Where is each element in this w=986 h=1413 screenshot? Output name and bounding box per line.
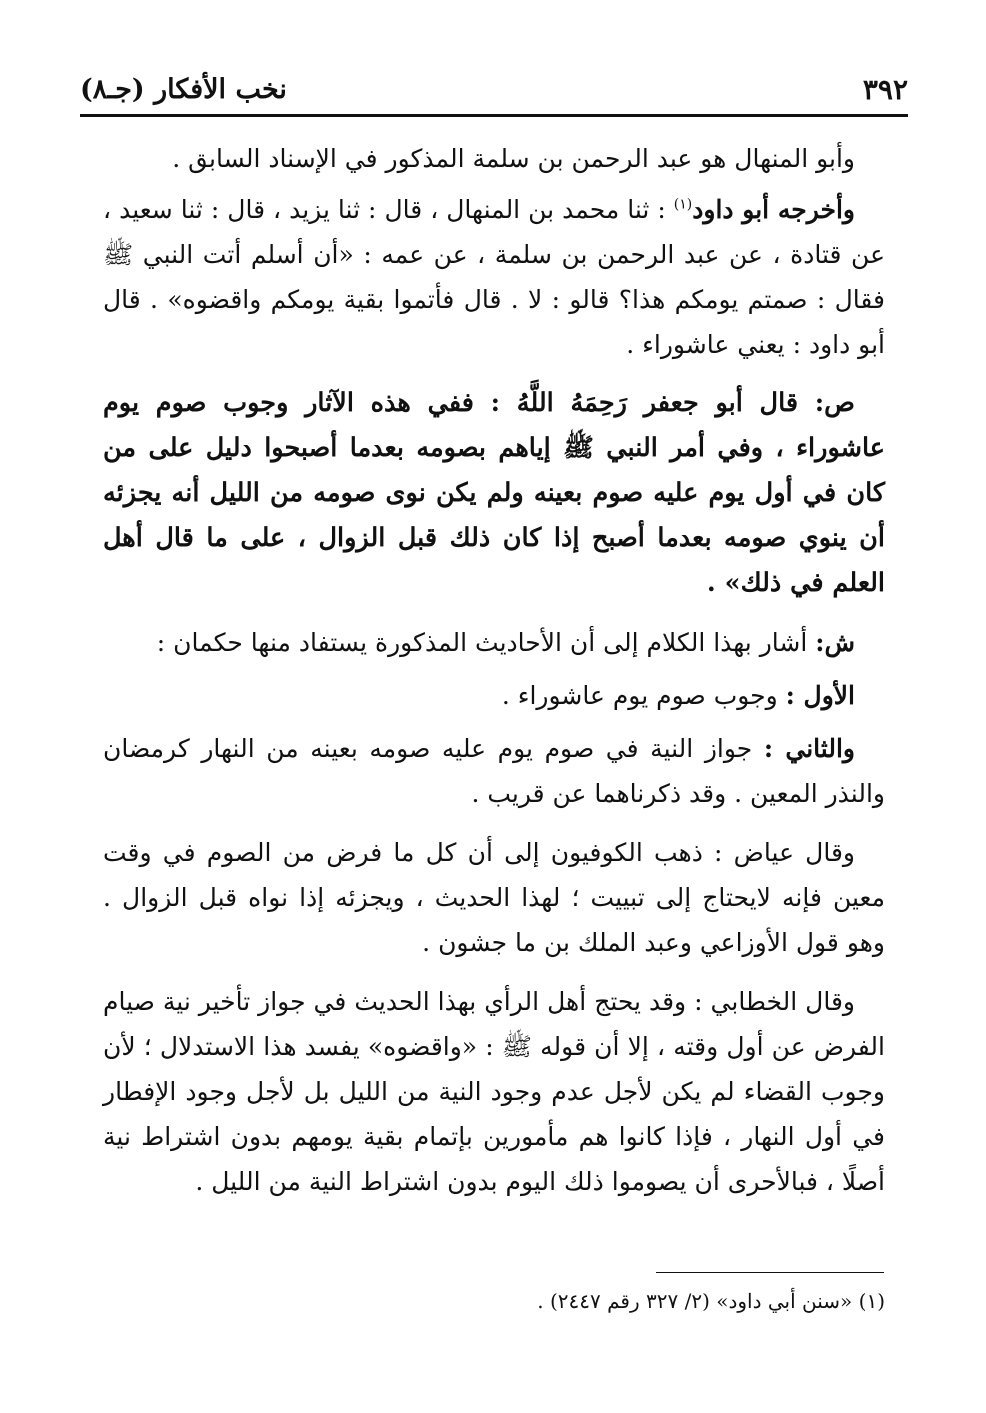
paragraph-2 (103, 187, 885, 367)
paragraph-8 (103, 979, 885, 1204)
footnote: (١) «سنن أبي داود» (٢/ ٣٢٧ رقم ٢٤٤٧) . (537, 1289, 885, 1313)
paragraph-6-text: جواز النية في صوم يوم عليه صومه بعينه من النهار كرمضان والنذر المعين . وقد ذكرناهما عن قريب . (103, 734, 885, 808)
paragraph-4-lead: ش: (815, 628, 855, 657)
paragraph-2-text: : ثنا محمد بن المنهال ، قال : ثنا يزيد ، قال : ثنا سعيد ، عن قتادة ، عن عبد الرحمن بن سلمة ، عن عمه : «أن أسلم أتت النبي ﷺ فقال : صمتم يومكم هذا؟ قالو : لا . قال فأتموا بقية يومكم واقضوه» . قال أبو داود : يعني عاشوراء . (103, 195, 885, 359)
paragraph-5 (103, 673, 885, 718)
paragraph-3 (103, 381, 885, 606)
paragraph-5-lead: الأول : (785, 681, 855, 710)
paragraph-4 (103, 620, 885, 665)
page-number: ٣٩٢ (862, 72, 908, 106)
paragraph-6 (103, 726, 885, 816)
header-rule (80, 114, 908, 117)
paragraph-4-text: أشار بهذا الكلام إلى أن الأحاديث المذكورة يستفاد منها حكمان : (156, 628, 816, 657)
paragraph-3-text: ص: قال أبو جعفر رَحِمَهُ اللَّهُ : ففي هذه الآثار وجوب صوم يوم عاشوراء ، وفي أمر النبي ﷺ إياهم بصومه بعدما أصبحوا دليل على من كان في أول يوم عليه صوم بعينه ولم يكن نوى صومه من الليل أنه يجزئه أن ينوي صومه بعدما أصبح إذا كان ذلك قبل الزوال ، على ما قال أهل العلم في ذلك» . (103, 388, 885, 598)
paragraph-2-lead: وأخرجه أبو داود (692, 195, 855, 224)
paragraph-1-text: وأبو المنهال هو عبد الرحمن بن سلمة المذكور في الإسناد السابق . (172, 144, 855, 173)
page-header (80, 66, 908, 112)
paragraph-5-text: وجوب صوم يوم عاشوراء . (501, 681, 786, 710)
paragraph-7-text: وقال عياض : ذهب الكوفيون إلى أن كل ما فرض من الصوم في وقت معين فإنه لايحتاج إلى تبييت ؛ لهذا الحديث ، ويجزئه إذا نواه قبل الزوال . وهو قول الأوزاعي وعبد الملك بن ما جشون . (103, 838, 885, 957)
paragraph-7 (103, 830, 885, 965)
body-text (103, 136, 885, 1218)
running-title: نخب الأفكار (جـ٨) (80, 73, 287, 105)
footnote-rule (656, 1272, 884, 1273)
footnote-ref: (١) (673, 196, 693, 213)
paragraph-1 (103, 136, 885, 181)
paragraph-6-lead: والثاني : (763, 734, 855, 763)
paragraph-8-text: وقال الخطابي : وقد يحتج أهل الرأي بهذا الحديث في جواز تأخير نية صيام الفرض عن أول وقته ، إلا أن قوله ﷺ : «واقضوه» يفسد هذا الاستدلال ؛ لأن وجوب القضاء لم يكن لأجل عدم وجود النية من الليل بل لأجل وجود الإفطار في أول النهار ، فإذا كانوا هم مأمورين بإتمام بقية يومهم بدون اشتراط نية أصلًا ، فبالأحرى أن يصوموا ذلك اليوم بدون اشتراط النية من الليل . (103, 987, 885, 1196)
